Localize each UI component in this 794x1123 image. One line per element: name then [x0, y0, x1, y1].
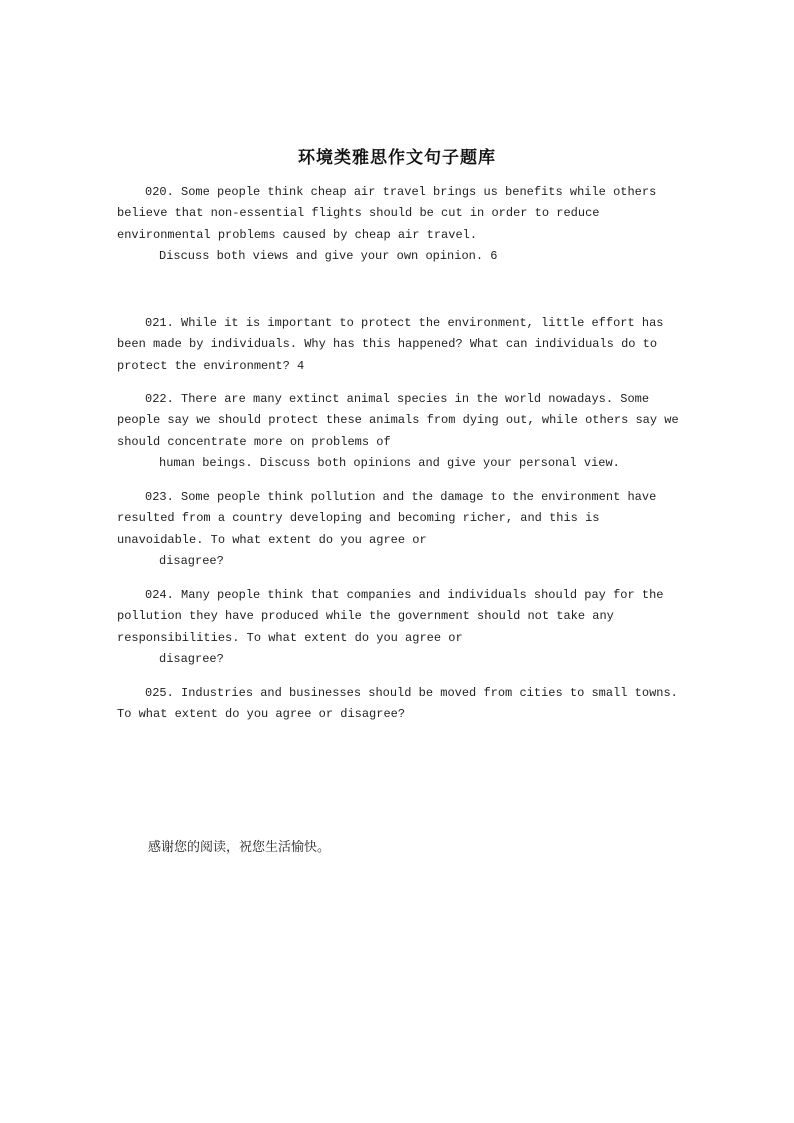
question-020 [117, 182, 687, 267]
question-line: disagree? [159, 651, 224, 666]
question-021 [117, 313, 687, 377]
question-line: Discuss both views and give your own opinion. 6 [159, 248, 498, 263]
question-line: 024. Many people think that companies and individuals should pay for the [145, 588, 664, 602]
question-line: disagree? [159, 553, 224, 568]
question-024 [117, 585, 687, 670]
question-line: should concentrate more on problems of [117, 434, 391, 449]
question-025 [117, 683, 687, 726]
question-line: 023. Some people think pollution and the damage to the environment have [145, 490, 657, 504]
question-line: 021. While it is important to protect the environment, little effort has [145, 316, 664, 330]
closing-note: 感谢您的阅读，祝您生活愉快。 [148, 840, 331, 855]
question-line: pollution they have produced while the government should not take any [117, 609, 614, 624]
question-line: environmental problems caused by cheap air travel. [117, 227, 478, 242]
question-line: unavoidable. To what extent do you agree or [117, 532, 427, 547]
question-023 [117, 487, 687, 572]
question-line: people say we should protect these animals from dying out, while others say we [117, 413, 679, 428]
question-line: human beings. Discuss both opinions and give your personal view. [159, 455, 620, 470]
question-line: 025. Industries and businesses should be moved from cities to small towns. [145, 686, 678, 700]
question-line: 022. There are many extinct animal species in the world nowadays. Some [145, 392, 650, 406]
question-022 [117, 389, 687, 474]
question-line: been made by individuals. Why has this happened? What can individuals do to [117, 337, 658, 352]
document-title: 环境类雅思作文句子题库 [298, 148, 496, 168]
question-line: responsibilities. To what extent do you agree or [117, 630, 463, 645]
question-line: protect the environment? 4 [117, 358, 305, 373]
question-line: 020. Some people think cheap air travel brings us benefits while others [145, 185, 657, 199]
question-line: To what extent do you agree or disagree? [117, 707, 406, 722]
question-line: believe that non-essential flights should be cut in order to reduce [117, 206, 600, 221]
question-line: resulted from a country developing and becoming richer, and this is [117, 511, 600, 526]
